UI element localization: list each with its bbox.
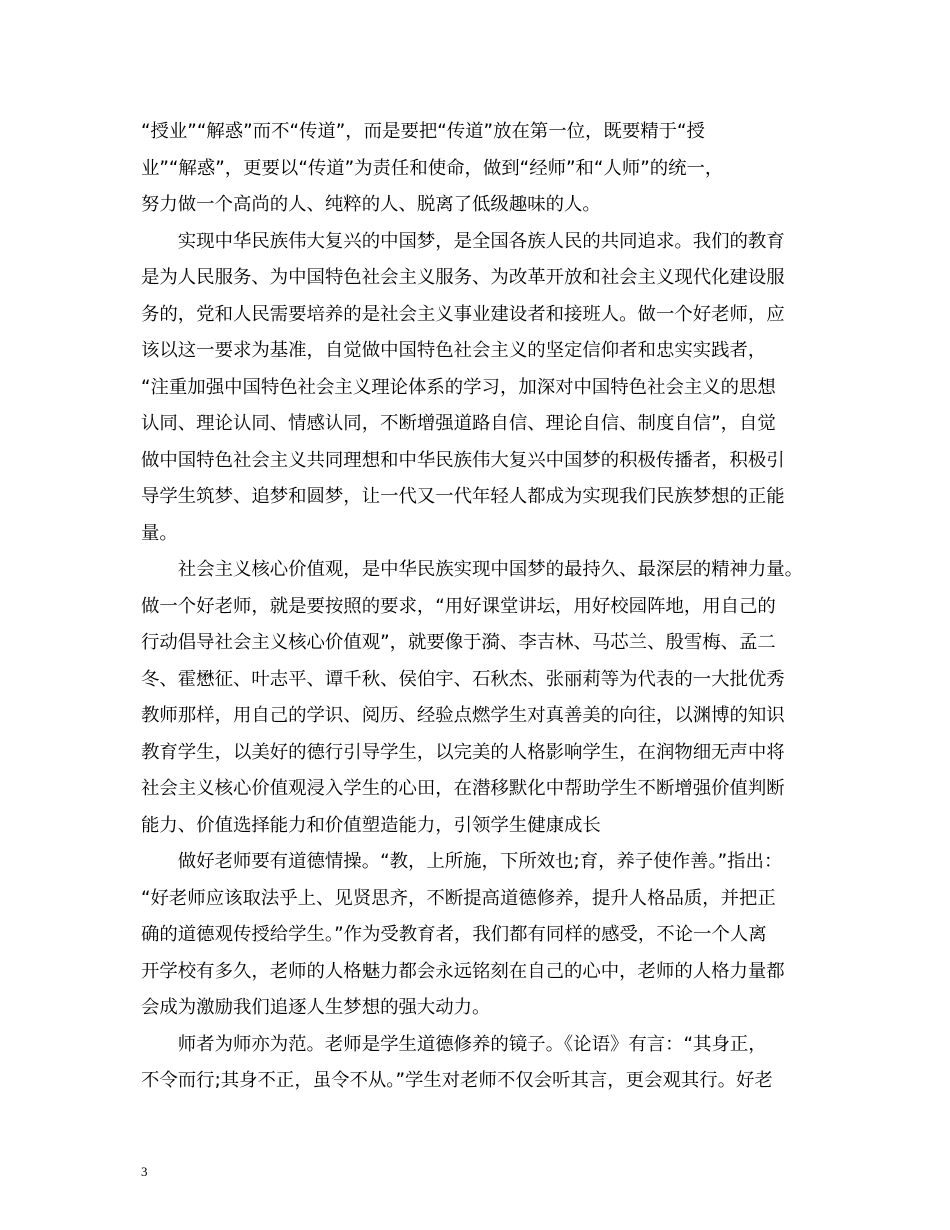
text-line: 业”“解惑”，更要以“传道”为责任和使命，做到“经师”和“人师”的统一， [141,157,724,179]
text-line: 不令而行;其身不正，虽令不从。”学生对老师不仅会听其言，更会观其行。好老 [141,1070,773,1091]
text-line: 是为人民服务、为中国特色社会主义服务、为改革开放和社会主义现代化建设服 [141,267,785,288]
text-line: 师者为师亦为范。老师是学生道德修养的镜子。《论语》有言：“其身正， [141,1033,767,1055]
text-line: 教育学生，以美好的德行引导学生，以完美的人格影响学生，在润物细无声中将 [141,741,785,763]
text-line: 导学生筑梦、追梦和圆梦，让一代又一代年轻人都成为实现我们民族梦想的正能 [141,486,785,507]
text-line: 认同、理论认同、情感认同，不断增强道路自信、理论自信、制度自信”，自觉 [141,413,776,434]
text-line: 教师那样，用自己的学识、阅历、经验点燃学生对真善美的向往，以渊博的知识 [141,705,785,726]
text-line: 行动倡导社会主义核心价值观”，就要像于漪、李吉林、马芯兰、殷雪梅、孟二 [141,632,776,653]
text-line: 实现中华民族伟大复兴的中国梦，是全国各族人民的共同追求。我们的教育 [141,230,785,252]
text-line: “注重加强中国特色社会主义理论体系的学习，加深对中国特色社会主义的思想 [141,376,776,398]
body-text [141,114,823,1100]
text-line: 务的，党和人民需要培养的是社会主义事业建设者和接班人。做一个好老师，应 [141,303,785,325]
text-line: 冬、霍懋征、叶志平、谭千秋、侯伯宇、石秋杰、张丽莉等为代表的一大批优秀 [141,668,785,690]
text-line: 开学校有多久，老师的人格魅力都会永远铭刻在自己的心中，老师的人格力量都 [141,960,785,982]
text-line: 确的道德观传授给学生。”作为受教育者，我们都有同样的感受，不论一个人离 [141,924,767,945]
text-line: “好老师应该取法乎上、见贤思齐，不断提高道德修养，提升人格品质，并把正 [141,887,776,909]
text-line: 社会主义核心价值观，是中华民族实现中国梦的最持久、最深层的精神力量。 [141,559,804,580]
text-line: 该以这一要求为基准，自觉做中国特色社会主义的坚定信仰者和忠实实践者， [141,340,767,361]
text-line: 能力、价值选择能力和价值塑造能力，引领学生健康成长 [141,814,601,836]
text-line: 做好老师要有道德情操。“教，上所施，下所效也;育，养子使作善。”指出： [141,851,783,872]
text-line: 做一个好老师，就是要按照的要求，“用好课堂讲坛，用好校园阵地，用自己的 [141,595,776,617]
text-line: 社会主义核心价值观浸入学生的心田，在潜移默化中帮助学生不断增强价值判断 [141,778,785,799]
text-line: 量。 [141,522,178,544]
text-line: 做中国特色社会主义共同理想和中华民族伟大复兴中国梦的积极传播者，积极引 [141,449,785,471]
page-number: 3 [141,1164,148,1179]
text-line: “授业”“解惑”而不“传道”，而是要把“传道”放在第一位，既要精于“授 [141,121,705,142]
text-line: 努力做一个高尚的人、纯粹的人、脱离了低级趣味的人。 [141,194,601,215]
text-line: 会成为激励我们追逐人生梦想的强大动力。 [141,997,491,1018]
